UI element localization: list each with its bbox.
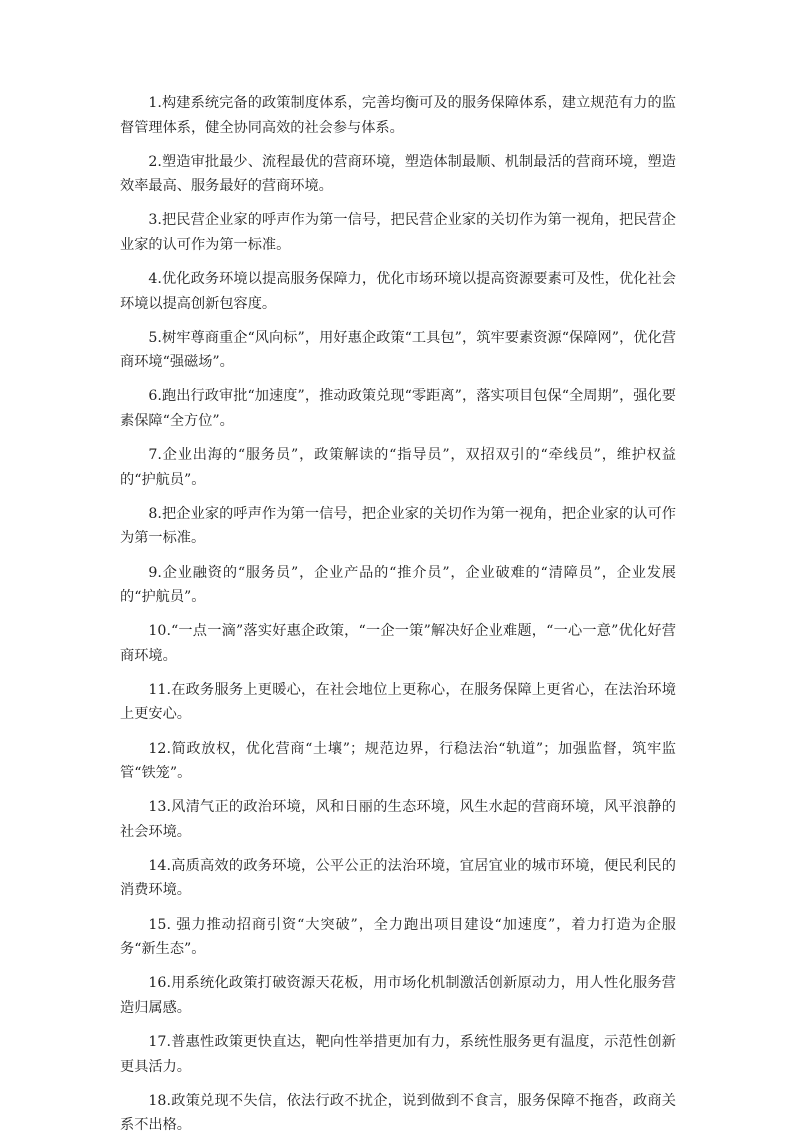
paragraph-16: 16.用系统化政策打破资源天花板，用市场化机制激活创新原动力，用人性化服务营造归属感。 <box>120 975 676 1016</box>
paragraph-15: 15. 强力推动招商引资“大突破”，全力跑出项目建设“加速度”，着力打造为企服务“新生态”。 <box>120 916 676 958</box>
paragraph-6: 6.跑出行政审批“加速度”，推动政策兑现“零距离”，落实项目包保“全周期”，强化要素保障“全方位”。 <box>120 388 676 429</box>
paragraph-11: 11.在政务服务上更暖心，在社会地位上更称心，在服务保障上更省心，在法治环境上更安心。 <box>120 681 676 723</box>
paragraph-7: 7.企业出海的“服务员”，政策解读的“指导员”，双招双引的“牵线员”，维护权益的“护航员”。 <box>120 447 676 488</box>
paragraph-2: 2.塑造审批最少、流程最优的营商环境，塑造体制最顺、机制最活的营商环境，塑造效率最高、服务最好的营商环境。 <box>120 153 676 195</box>
paragraph-4: 4.优化政务环境以提高服务保障力，优化市场环境以提高资源要素可及性，优化社会环境以提高创新包容度。 <box>120 271 676 312</box>
paragraph-18: 18.政策兑现不失信，依法行政不扰企，说到做到不食言，服务保障不拖沓，政商关系不出格。 <box>120 1092 676 1134</box>
paragraph-10: 10.“一点一滴”落实好惠企政策，“一企一策”解决好企业难题，“一心一意”优化好营商环境。 <box>120 623 676 664</box>
paragraph-8: 8.把企业家的呼声作为第一信号，把企业家的关切作为第一视角，把企业家的认可作为第一标准。 <box>120 505 676 547</box>
paragraph-5: 5.树牢尊商重企“风向标”，用好惠企政策“工具包”，筑牢要素资源“保障网”，优化营商环境“强磁场”。 <box>120 329 676 371</box>
paragraph-17: 17.普惠性政策更快直达，靶向性举措更加有力，系统性服务更有温度，示范性创新更具活力。 <box>120 1034 676 1075</box>
paragraph-14: 14.高质高效的政务环境，公平公正的法治环境，宜居宜业的城市环境，便民利民的消费环境。 <box>120 857 676 899</box>
paragraph-9: 9.企业融资的“服务员”，企业产品的“推介员”，企业破难的“清障员”，企业发展的“护航员”。 <box>120 564 676 605</box>
paragraph-12: 12.简政放权，优化营商“土壤”；规范边界，行稳法治“轨道”；加强监督，筑牢监管“铁笼”。 <box>120 740 676 782</box>
paragraph-13: 13.风清气正的政治环境，风和日丽的生态环境，风生水起的营商环境，风平浪静的社会环境。 <box>120 799 676 840</box>
paragraph-3: 3.把民营企业家的呼声作为第一信号，把民营企业家的关切作为第一视角，把民营企业家的认可作为第一标准。 <box>120 212 676 253</box>
document-body <box>120 91 676 1147</box>
paragraph-1: 1.构建系统完备的政策制度体系，完善均衡可及的服务保障体系，建立规范有力的监督管理体系，健全协同高效的社会参与体系。 <box>120 95 676 136</box>
